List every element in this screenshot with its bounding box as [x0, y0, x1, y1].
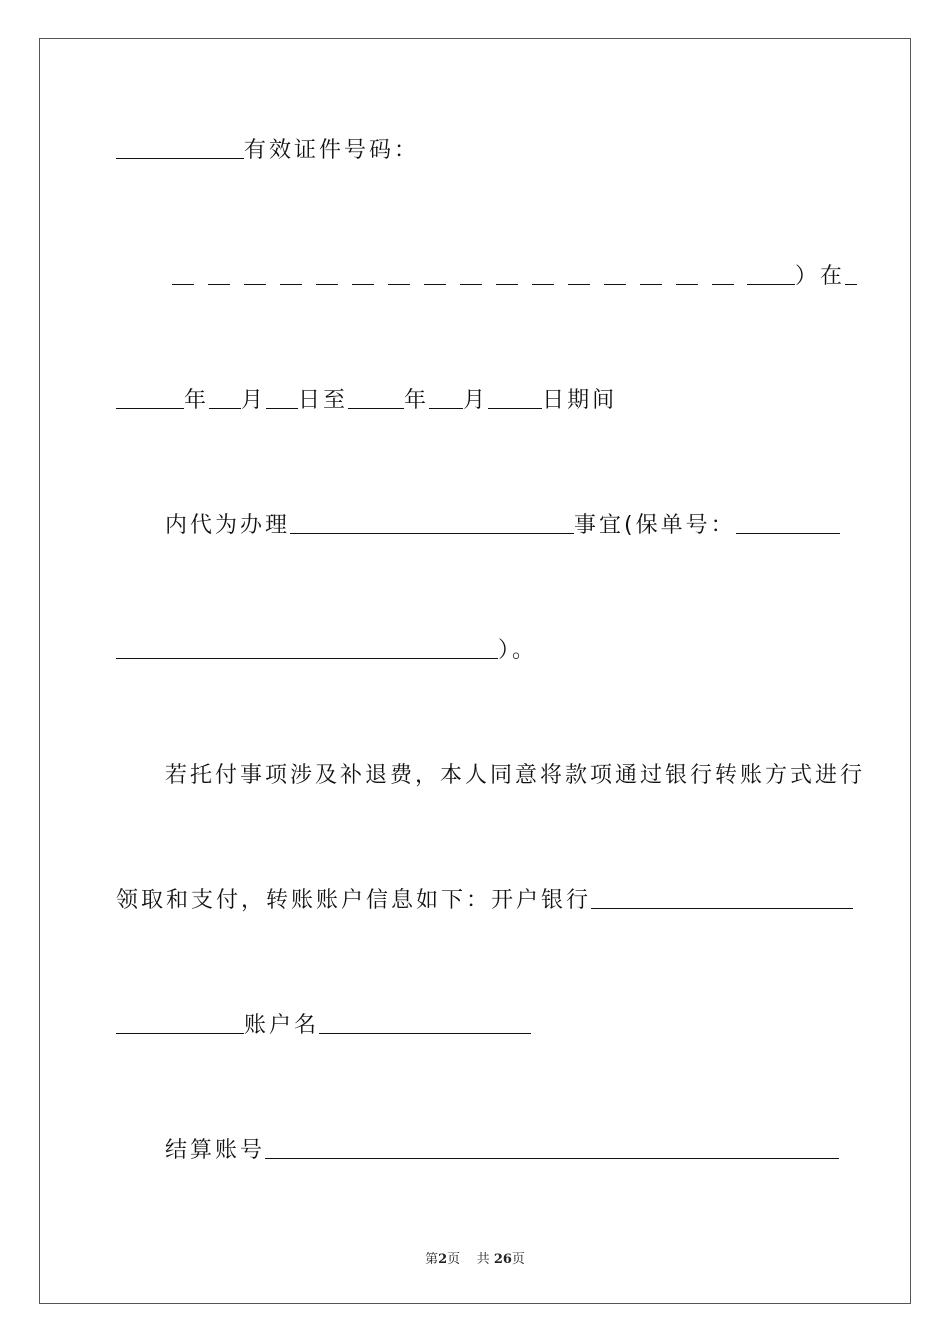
page-frame — [39, 38, 911, 1304]
page-footer — [0, 1248, 950, 1267]
account-name-line — [116, 1005, 531, 1039]
refund-clause-line — [165, 755, 865, 789]
total-pages: 26 — [493, 1252, 512, 1267]
entrusted-matter-line — [165, 505, 840, 539]
total-prefix: 共 — [476, 1252, 490, 1267]
day-period-label: 日期间 — [542, 388, 618, 413]
total-suffix: 页 — [511, 1252, 525, 1267]
dash — [316, 282, 338, 285]
in-label: ）在 — [795, 264, 846, 289]
month-start-blank[interactable] — [209, 406, 241, 409]
id-number-blank-line — [165, 256, 857, 290]
bank-info-text: 领取和支付，转账账户信息如下：开户银行 — [116, 888, 592, 913]
month-label: 月 — [241, 388, 267, 413]
closing-paren: ）。 — [498, 638, 538, 663]
year-label: 年 — [404, 388, 430, 413]
matter-blank[interactable] — [290, 531, 574, 534]
dash — [388, 282, 410, 285]
account-number-blank[interactable] — [265, 1156, 839, 1159]
policy-no-blank[interactable] — [736, 531, 840, 534]
id-number-line — [116, 130, 419, 164]
id-number-blank-end[interactable] — [747, 282, 795, 285]
bank-info-line — [116, 880, 853, 914]
year-end-blank[interactable] — [348, 406, 404, 409]
dash — [244, 282, 266, 285]
year-label: 年 — [184, 388, 210, 413]
handle-label: 内代为办理 — [165, 513, 291, 538]
day-end-blank[interactable] — [488, 406, 542, 409]
dash — [532, 282, 554, 285]
account-number-label: 结算账号 — [165, 1138, 266, 1163]
bank-name-blank[interactable] — [591, 906, 853, 909]
page-suffix: 页 — [447, 1252, 461, 1267]
dash — [280, 282, 302, 285]
account-name-label: 账户名 — [244, 1013, 320, 1038]
page-number: 2 — [438, 1252, 448, 1267]
day-to-label: 日至 — [298, 388, 349, 413]
year-start-blank[interactable] — [116, 406, 184, 409]
dash — [172, 282, 194, 285]
month-end-blank[interactable] — [429, 406, 463, 409]
dash — [640, 282, 662, 285]
account-name-blank[interactable] — [319, 1031, 531, 1034]
id-number-label: 有效证件号码： — [244, 138, 420, 163]
page-prefix: 第 — [425, 1252, 439, 1267]
month-label: 月 — [463, 388, 489, 413]
dash — [604, 282, 626, 285]
refund-clause-text: 若托付事项涉及补退费，本人同意将款项通过银行转账方式进行 — [165, 763, 866, 788]
policy-no-continuation-line — [116, 630, 537, 664]
day-start-blank[interactable] — [266, 406, 298, 409]
period-start-blank[interactable] — [845, 282, 857, 285]
dash — [568, 282, 590, 285]
dash — [352, 282, 374, 285]
dash — [496, 282, 518, 285]
dash — [424, 282, 446, 285]
dash — [712, 282, 734, 285]
policy-no-blank-cont[interactable] — [116, 656, 498, 659]
dash — [460, 282, 482, 285]
date-range-line — [116, 380, 617, 414]
name-blank[interactable] — [116, 156, 244, 159]
bank-name-blank-cont[interactable] — [116, 1031, 244, 1034]
dash — [208, 282, 230, 285]
account-number-line — [165, 1130, 839, 1164]
dash — [676, 282, 698, 285]
policy-no-label: 事宜(保单号： — [574, 513, 736, 538]
